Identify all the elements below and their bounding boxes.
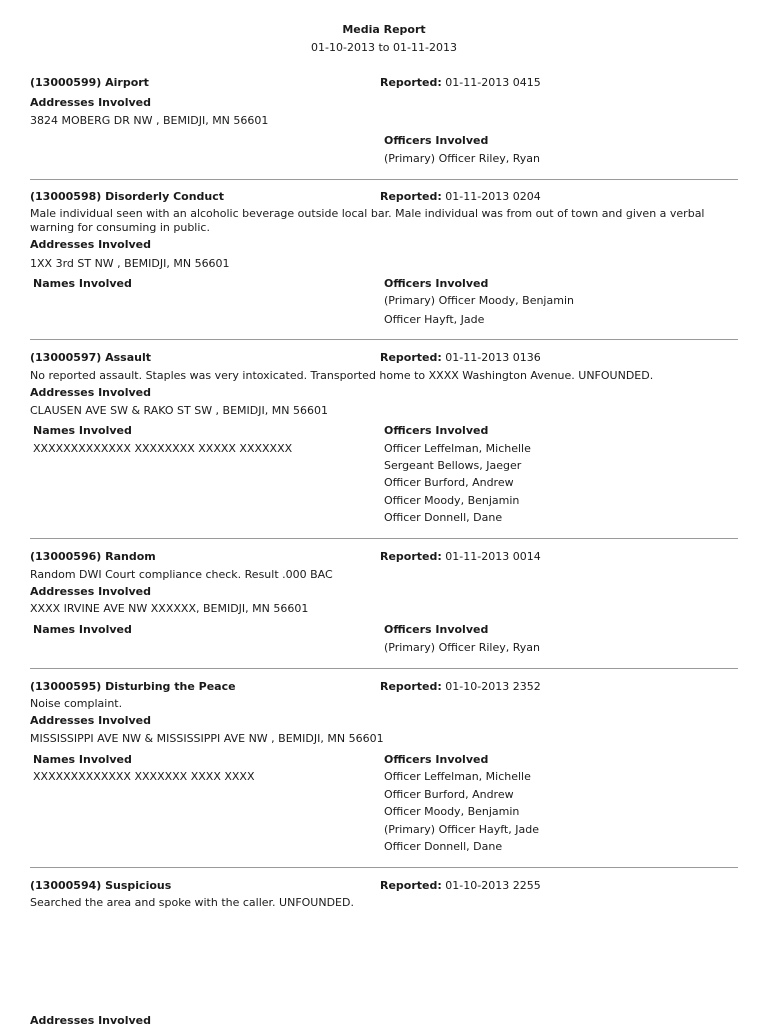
reported-time xyxy=(380,76,541,89)
addresses-label: Addresses Involved xyxy=(30,714,152,727)
reported-label: Reported: xyxy=(380,351,442,364)
addresses-label: Addresses Involved xyxy=(30,386,152,399)
address-value: MISSISSIPPI AVE NW & MISSISSIPPI AVE NW , BEMIDJI, MN 56601 xyxy=(30,732,384,745)
incident-heading: (13000594) Suspicious xyxy=(30,879,172,892)
addresses-label: Addresses Involved xyxy=(30,1014,152,1027)
reported-time xyxy=(380,550,541,563)
reported-time xyxy=(380,680,541,693)
officers-label: Officers Involved xyxy=(384,277,489,290)
address-value: XXXX IRVINE AVE NW XXXXXX, BEMIDJI, MN 56601 xyxy=(30,602,309,615)
addresses-label: Addresses Involved xyxy=(30,96,152,109)
incident-divider xyxy=(30,867,738,868)
address-value: 1XX 3rd ST NW , BEMIDJI, MN 56601 xyxy=(30,257,230,270)
incident-description: Male individual seen with an alcoholic beverage outside local bar. Male individual was from out of town and given a verbal warning for consuming in public. xyxy=(30,207,705,234)
incident-heading: (13000596) Random xyxy=(30,550,156,563)
officer-item: Officer Leffelman, Michelle xyxy=(384,770,531,783)
name-item: XXXXXXXXXXXXX XXXXXXX XXXX XXXX xyxy=(33,770,255,783)
incident-heading: (13000599) Airport xyxy=(30,76,149,89)
addresses-label: Addresses Involved xyxy=(30,238,152,251)
reported-value: 01-10-2013 2352 xyxy=(445,680,541,693)
officer-item: Officer Burford, Andrew xyxy=(384,788,514,801)
officer-item: (Primary) Officer Moody, Benjamin xyxy=(384,294,574,307)
reported-value: 01-11-2013 0415 xyxy=(445,76,541,89)
names-label: Names Involved xyxy=(33,277,132,290)
names-label: Names Involved xyxy=(33,753,132,766)
officer-item: Officer Burford, Andrew xyxy=(384,476,514,489)
officer-item: (Primary) Officer Riley, Ryan xyxy=(384,641,541,654)
incident-description: No reported assault. Staples was very intoxicated. Transported home to XXXX Washington Avenue. UNFOUNDED. xyxy=(30,369,654,382)
officer-item: Officer Leffelman, Michelle xyxy=(384,442,531,455)
reported-label: Reported: xyxy=(380,76,442,89)
officer-item: Officer Moody, Benjamin xyxy=(384,805,520,818)
officer-item: (Primary) Officer Hayft, Jade xyxy=(384,823,539,836)
reported-label: Reported: xyxy=(380,879,442,892)
reported-label: Reported: xyxy=(380,550,442,563)
reported-time xyxy=(380,190,541,203)
officers-label: Officers Involved xyxy=(384,623,489,636)
officer-item: Officer Donnell, Dane xyxy=(384,511,503,524)
reported-value: 01-11-2013 0136 xyxy=(445,351,541,364)
names-label: Names Involved xyxy=(33,424,132,437)
names-label: Names Involved xyxy=(33,623,132,636)
incident-description: Searched the area and spoke with the caller. UNFOUNDED. xyxy=(30,896,354,909)
incident-description: Noise complaint. xyxy=(30,697,123,710)
incident-heading: (13000595) Disturbing the Peace xyxy=(30,680,236,693)
incident-divider xyxy=(30,339,738,340)
incident-divider xyxy=(30,668,738,669)
report-title: Media Report xyxy=(342,23,426,36)
incident-heading: (13000598) Disorderly Conduct xyxy=(30,190,225,203)
officer-item: (Primary) Officer Riley, Ryan xyxy=(384,152,541,165)
incident-description: Random DWI Court compliance check. Result .000 BAC xyxy=(30,568,333,581)
officer-item: Sergeant Bellows, Jaeger xyxy=(384,459,522,472)
address-value: CLAUSEN AVE SW & RAKO ST SW , BEMIDJI, MN 56601 xyxy=(30,404,328,417)
reported-time xyxy=(380,351,541,364)
officer-item: Officer Hayft, Jade xyxy=(384,313,485,326)
officers-label: Officers Involved xyxy=(384,753,489,766)
address-value: 3824 MOBERG DR NW , BEMIDJI, MN 56601 xyxy=(30,114,269,127)
reported-value: 01-10-2013 2255 xyxy=(445,879,541,892)
incident-divider xyxy=(30,179,738,180)
officers-label: Officers Involved xyxy=(384,424,489,437)
reported-value: 01-11-2013 0014 xyxy=(445,550,541,563)
officer-item: Officer Moody, Benjamin xyxy=(384,494,520,507)
reported-label: Reported: xyxy=(380,680,442,693)
reported-value: 01-11-2013 0204 xyxy=(445,190,541,203)
reported-time xyxy=(380,879,541,892)
reported-label: Reported: xyxy=(380,190,442,203)
addresses-label: Addresses Involved xyxy=(30,585,152,598)
report-date-range: 01-10-2013 to 01-11-2013 xyxy=(311,41,457,54)
officer-item: Officer Donnell, Dane xyxy=(384,840,503,853)
incident-heading: (13000597) Assault xyxy=(30,351,152,364)
officers-label: Officers Involved xyxy=(384,134,489,147)
incident-divider xyxy=(30,538,738,539)
name-item: XXXXXXXXXXXXX XXXXXXXX XXXXX XXXXXXX xyxy=(33,442,293,455)
